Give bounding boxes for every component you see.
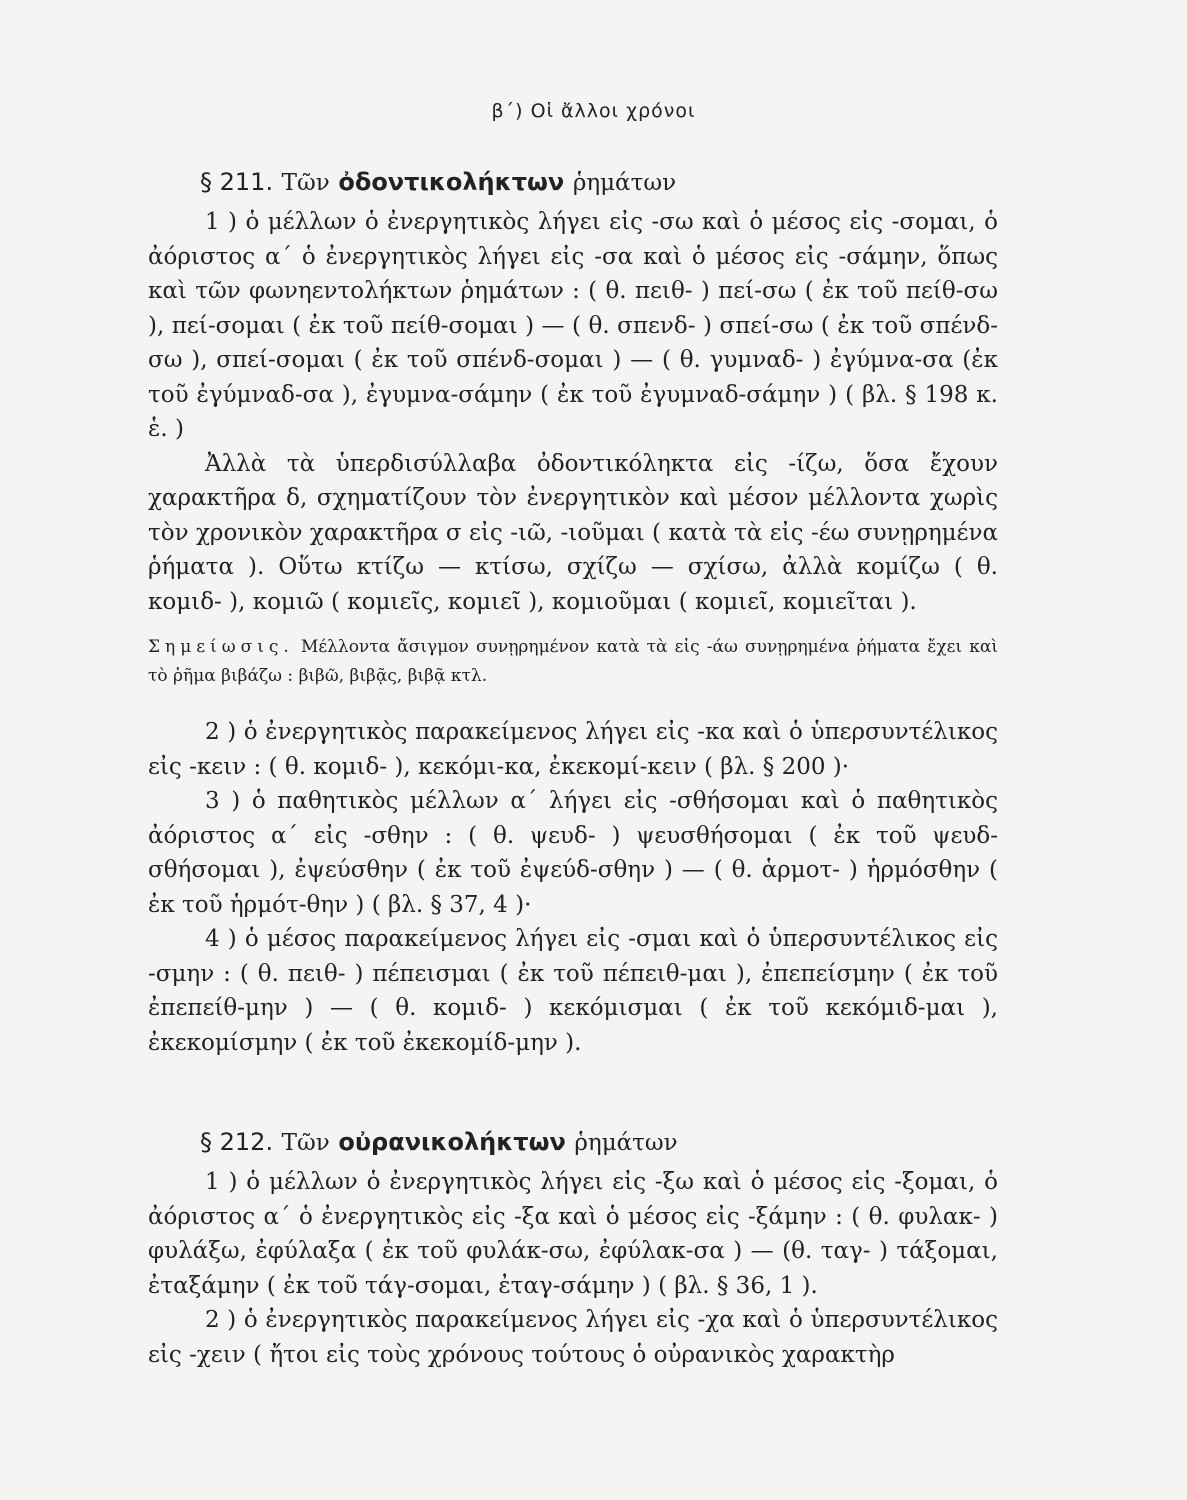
paragraph: Ἀλλὰ τὰ ὑπερδισύλλαβα ὀδοντικόληκτα εἰς -ίζω, ὅσα ἔχουν χαρακτῆρα δ, σχηματίζουν τὸν ἐνεργητικὸν καὶ μέσον μέλλοντα χωρὶς τὸν χρονικὸν χαρακτῆρα σ εἰς -ιῶ, -ιοῦμαι ( κατὰ τὰ εἰς -έω συνῃρημένα ῥήματα ). Οὕτω κτίζω — κτίσω, σχίζω — σχίσω, ἀλλὰ κομίζω ( θ. κομιδ- ), κομιῶ ( κομιεῖς, κομιεῖ ), κομιοῦμαι ( κομιεῖ, κομιεῖται ). <box>148 450 998 615</box>
paragraph: 1 ) ὁ μέλλων ὁ ἐνεργητικὸς λήγει εἰς -ξω καὶ ὁ μέσος εἰς -ξομαι, ὁ ἀόριστος α΄ ὁ ἐνεργητικὸς εἰς -ξα καὶ ὁ μέσος εἰς -ξάμην : ( θ. φυλακ- ) φυλάξω, ἐφύλαξα ( ἐκ τοῦ φυλάκ-σω, ἐφύλακ-σα ) — (θ. ταγ- ) τάξομαι, ἐταξάμην ( ἐκ τοῦ τάγ-σομαι, ἐταγ-σάμην ) ( βλ. § 36, 1 ). <box>148 1169 998 1299</box>
paragraph: 4 ) ὁ μέσος παρακείμενος λήγει εἰς -σμαι καὶ ὁ ὑπερσυντέλικος εἰς -σμην : ( θ. πειθ- ) πέπεισμαι ( ἐκ τοῦ πέπειθ-μαι ), ἐπεπείσμην ( ἐκ τοῦ ἐπεπείθ-μην ) — ( θ. κομιδ- ) κεκόμισμαι ( ἐκ τοῦ κεκόμιδ-μαι ), ἐκεκομίσμην ( ἐκ τοῦ ἐκεκομίδ-μην ). <box>148 926 998 1056</box>
paragraph: 3 ) ὁ παθητικὸς μέλλων α΄ λήγει εἰς -σθήσομαι καὶ ὁ παθητικὸς ἀόριστος α΄ εἰς -σθην : ( θ. ψευδ- ) ψευσθήσομαι ( ἐκ τοῦ ψευδ-σθήσομαι ), ἐψεύσθην ( ἐκ τοῦ ἐψεύδ-σθην ) — ( θ. ἁρμοτ- ) ἡρμόσθην ( ἐκ τοῦ ἡρμότ-θην ) ( βλ. § 37, 4 )· <box>148 788 998 918</box>
paragraph: 1 ) ὁ μέλλων ὁ ἐνεργητικὸς λήγει εἰς -σω καὶ ὁ μέσος εἰς -σομαι, ὁ ἀόριστος α΄ ὁ ἐνεργητικὸς λήγει εἰς -σα καὶ ὁ μέσος εἰς -σάμην, ὅπως καὶ τῶν φωνηεντολήκτων ῥημάτων : ( θ. πειθ- ) πεί-σω ( ἐκ τοῦ πείθ-σω ), πεί-σομαι ( ἐκ τοῦ πείθ-σομαι ) — ( θ. σπενδ- ) σπεί-σω ( ἐκ τοῦ σπένδ-σω ), σπεί-σομαι ( ἐκ τοῦ σπένδ-σομαι ) — ( θ. γυμναδ- ) ἐγύμνα-σα (ἐκ τοῦ ἐγύμναδ-σα ), ἐγυμνα-σάμην ( ἐκ τοῦ ἐγυμναδ-σάμην ) ( βλ. § 198 κ. ἑ. ) <box>148 209 998 442</box>
section-212 <box>148 1122 998 1372</box>
section-number: § 211. <box>200 168 274 196</box>
title-prefix: Τῶν <box>281 170 330 196</box>
note-label: Σημείωσις. <box>148 637 294 657</box>
section-211 <box>148 162 998 1060</box>
title-keyword: ὀδοντικολήκτων <box>338 168 565 196</box>
title-suffix: ῥημάτων <box>572 170 677 196</box>
title-suffix: ῥημάτων <box>574 1130 678 1156</box>
paragraph: 2 ) ὁ ἐνεργητικὸς παρακείμενος λήγει εἰς -χα καὶ ὁ ὑπερσυντέλικος εἰς -χειν ( ἤτοι εἰς τοὺς χρόνους τούτους ὁ οὐρανικὸς χαρακτὴρ <box>148 1307 998 1368</box>
note-text: Μέλλοντα ἄσιγμον συνῃρημένον κατὰ τὰ εἰς -άω συνῃρημένα ῥήματα ἔχει καὶ τὸ ῥῆμα βιβάζω : βιβῶ, βιβᾷς, βιβᾷ κτλ. <box>148 637 998 686</box>
chapter-subheading: β΄) Οἱ ἄλλοι χρόνοι <box>491 100 696 122</box>
section-title <box>200 162 998 203</box>
section-title <box>200 1122 998 1163</box>
paragraph: 2 ) ὁ ἐνεργητικὸς παρακείμενος λήγει εἰς -κα καὶ ὁ ὑπερσυντέλικος εἰς -κειν : ( θ. κομιδ- ), κεκόμι-κα, ἐκεκομί-κειν ( βλ. § 200 )· <box>148 719 998 780</box>
title-prefix: Τῶν <box>281 1130 330 1156</box>
section-number: § 212. <box>200 1128 274 1156</box>
title-keyword: οὐρανικολήκτων <box>338 1128 566 1156</box>
note <box>148 633 998 691</box>
